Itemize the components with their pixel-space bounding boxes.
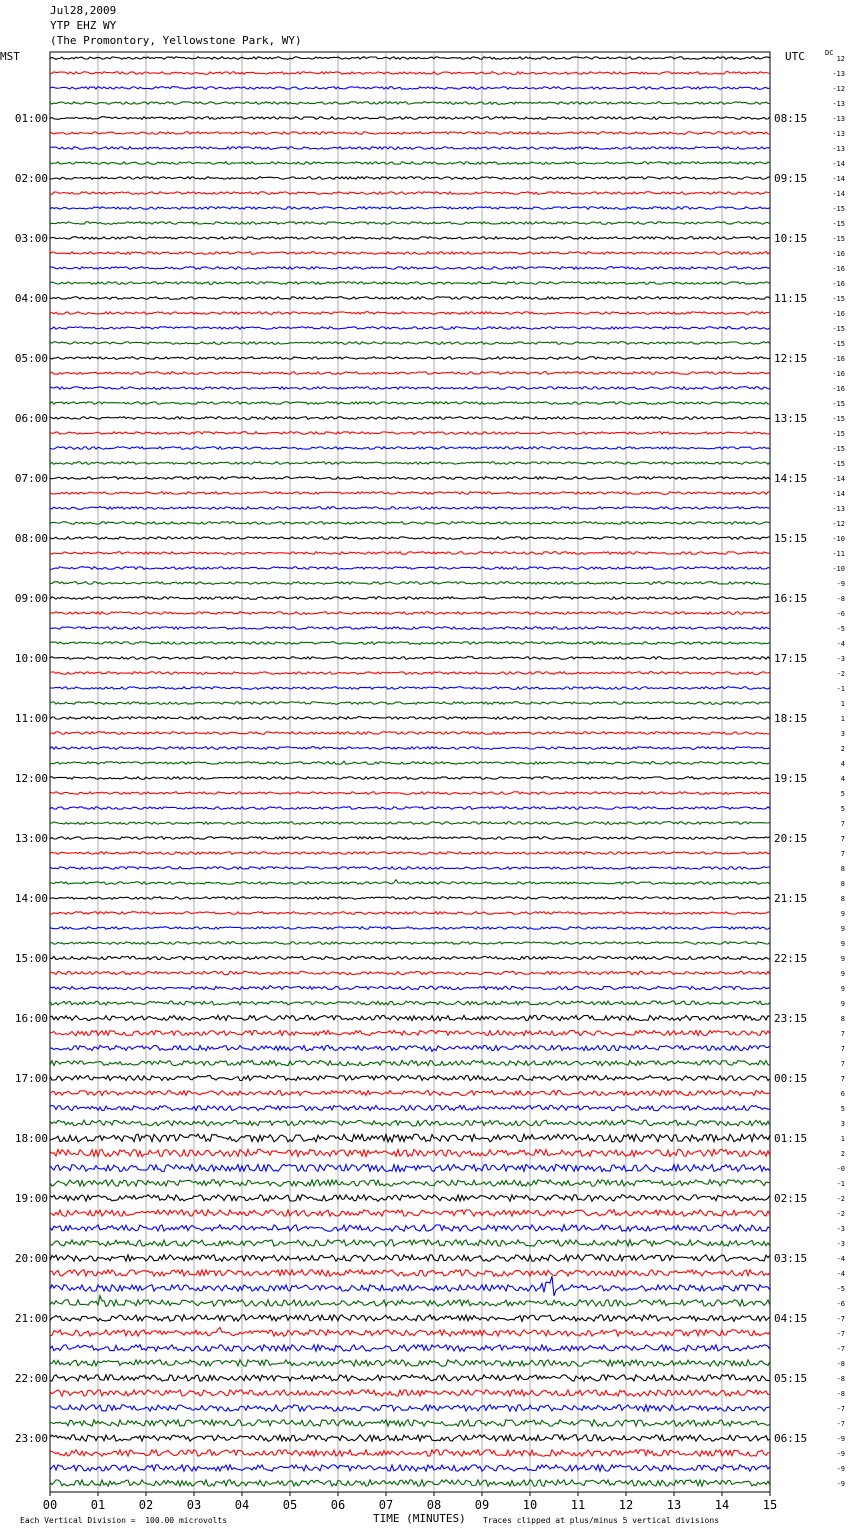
dc-offset: 9 [840,955,845,963]
trace-32 [50,537,770,540]
trace-10 [50,207,770,210]
left-hour-label: 20:00 [14,1252,48,1265]
left-hour-label: 21:00 [14,1312,48,1325]
trace-87 [50,1360,770,1366]
trace-21 [50,372,770,375]
dc-offset: 5 [840,1105,845,1113]
dc-offset: 6 [840,1090,845,1098]
dc-offset: -16 [832,355,845,363]
dc-offset: -13 [832,100,845,108]
right-hour-label: 14:15 [774,472,808,485]
right-hour-label: 11:15 [774,292,808,305]
x-tick-label: 06 [330,1498,346,1512]
trace-47 [50,761,770,764]
right-hour-label: 16:15 [774,592,808,605]
right-hour-label: 00:15 [774,1072,808,1085]
x-tick-label: 11 [570,1498,586,1512]
trace-58 [50,927,770,930]
trace-39 [50,642,770,645]
trace-31 [50,522,770,525]
trace-46 [50,747,770,750]
right-hour-label: 03:15 [774,1252,808,1265]
dc-offset: -3 [836,1225,845,1233]
left-hour-label: 04:00 [14,292,48,305]
trace-9 [50,192,770,195]
right-hour-label: 15:15 [774,532,808,545]
traces [50,57,770,1487]
trace-38 [50,627,770,630]
dc-offset: -9 [836,1465,845,1473]
dc-offset: 9 [840,1000,845,1008]
right-hour-label: 05:15 [774,1372,808,1385]
dc-offset: -7 [836,1330,845,1338]
dc-offset: -2 [836,1210,845,1218]
dc-offset: -9 [836,580,845,588]
dc-offset: -16 [832,265,845,273]
dc-offset: -12 [832,85,845,93]
left-hour-label: 19:00 [14,1192,48,1205]
trace-0 [50,57,770,60]
right-hour-label: 02:15 [774,1192,808,1205]
trace-13 [50,252,770,255]
trace-6 [50,147,770,150]
clip-note: Traces clipped at plus/minus 5 vertical divisions [483,1516,720,1525]
right-hour-label: 09:15 [774,172,808,185]
dc-offset: -15 [832,295,845,303]
trace-59 [50,942,770,945]
x-tick-label: 00 [42,1498,58,1512]
trace-27 [50,462,770,465]
trace-19 [50,342,770,345]
right-hour-label: 10:15 [774,232,808,245]
trace-93 [50,1450,770,1456]
dc-offset: -15 [832,400,845,408]
dc-offset: -13 [832,70,845,78]
dc-offset: -15 [832,445,845,453]
dc-offset: 9 [840,970,845,978]
dc-offset: -8 [836,1375,845,1383]
trace-12 [50,237,770,240]
trace-42 [50,687,770,690]
station-location: (The Promontory, Yellowstone Park, WY) [50,34,302,47]
trace-82 [50,1276,770,1296]
trace-15 [50,282,770,285]
right-hour-label: 21:15 [774,892,808,905]
left-hour-label: 22:00 [14,1372,48,1385]
dc-offset: -15 [832,220,845,228]
dc-offset: 7 [840,1060,845,1068]
trace-36 [50,597,770,600]
trace-77 [50,1210,770,1216]
dc-label: DC [825,49,834,57]
dc-offset: -16 [832,370,845,378]
trace-90 [50,1405,770,1411]
trace-76 [50,1195,770,1201]
right-hour-label: 08:15 [774,112,808,125]
dc-offset: 1 [840,700,845,708]
trace-67 [50,1060,770,1065]
trace-83 [50,1296,770,1307]
dc-offset: 7 [840,1030,845,1038]
trace-65 [50,1030,770,1035]
trace-25 [50,432,770,435]
right-hour-label: 19:15 [774,772,808,785]
trace-52 [50,837,770,840]
dc-offset: 5 [840,790,845,798]
dc-offset: -14 [832,190,845,198]
trace-61 [50,971,770,974]
trace-3 [50,102,770,105]
right-hour-label: 04:15 [774,1312,808,1325]
trace-86 [50,1345,770,1351]
dc-offset: -8 [836,1390,845,1398]
x-tick-label: 10 [522,1498,538,1512]
dc-offset: -15 [832,205,845,213]
trace-45 [50,732,770,735]
dc-offset: -13 [832,130,845,138]
dc-offset: -7 [836,1345,845,1353]
trace-73 [50,1149,770,1156]
dc-offset: -13 [832,505,845,513]
dc-offset: 3 [840,1120,845,1128]
left-hour-label: 05:00 [14,352,48,365]
left-hour-label: 07:00 [14,472,48,485]
trace-57 [50,912,770,915]
dc-offset: -3 [836,655,845,663]
right-hour-label: 13:15 [774,412,808,425]
x-tick-label: 07 [378,1498,394,1512]
left-hour-label: 23:00 [14,1432,48,1445]
dc-offset: -0 [836,1165,845,1173]
left-hour-label: 09:00 [14,592,48,605]
trace-40 [50,656,770,659]
x-tick-label: 08 [426,1498,442,1512]
trace-63 [50,1001,770,1005]
x-tick-label: 03 [186,1498,202,1512]
dc-offset: -15 [832,325,845,333]
left-axis-title: MST [0,50,20,63]
dc-offset: -6 [836,1300,845,1308]
trace-92 [50,1435,770,1441]
dc-offset: -5 [836,1285,845,1293]
dc-offset: -16 [832,385,845,393]
dc-offset: -14 [832,175,845,183]
dc-offset: -4 [836,1255,845,1263]
left-hour-label: 08:00 [14,532,48,545]
trace-26 [50,447,770,450]
trace-66 [50,1045,770,1051]
trace-64 [50,1015,770,1020]
dc-offset: -7 [836,1405,845,1413]
left-hour-label: 10:00 [14,652,48,665]
left-hour-label: 13:00 [14,832,48,845]
x-tick-label: 14 [714,1498,730,1512]
trace-48 [50,777,770,780]
trace-37 [50,612,770,615]
dc-offset: -2 [836,1195,845,1203]
dc-offset: -9 [836,1435,845,1443]
left-hour-label: 18:00 [14,1132,48,1145]
trace-53 [50,852,770,855]
trace-50 [50,807,770,810]
dc-offset: -2 [836,670,845,678]
dc-offset: 5 [840,805,845,813]
dc-offset: -6 [836,610,845,618]
trace-8 [50,177,770,180]
axis-labels [15,55,845,1512]
trace-91 [50,1420,770,1426]
trace-95 [50,1480,770,1486]
trace-75 [50,1180,770,1186]
dc-offset: 8 [840,865,845,873]
trace-35 [50,582,770,585]
right-axis-title: UTC [785,50,805,63]
trace-88 [50,1375,770,1381]
left-hour-label: 16:00 [14,1012,48,1025]
dc-offset: -3 [836,1240,845,1248]
dc-offset: -14 [832,160,845,168]
dc-offset: 8 [840,895,845,903]
dc-offset: -12 [832,520,845,528]
dc-offset: 7 [840,820,845,828]
dc-offset: -13 [832,115,845,123]
trace-72 [50,1134,770,1142]
left-hour-label: 15:00 [14,952,48,965]
dc-offset: -13 [832,145,845,153]
dc-offset: 9 [840,925,845,933]
x-tick-label: 01 [90,1498,106,1512]
dc-offset: 7 [840,850,845,858]
trace-17 [50,312,770,315]
right-hour-label: 23:15 [774,1012,808,1025]
right-hour-label: 17:15 [774,652,808,665]
right-hour-label: 12:15 [774,352,808,365]
dc-offset: -1 [836,1180,845,1188]
right-hour-label: 01:15 [774,1132,808,1145]
dc-offset: 2 [840,1150,845,1158]
right-hour-label: 22:15 [774,952,808,965]
trace-44 [50,717,770,720]
left-hour-label: 03:00 [14,232,48,245]
dc-offset: -5 [836,625,845,633]
dc-offset: 9 [840,985,845,993]
left-hour-label: 06:00 [14,412,48,425]
left-hour-label: 14:00 [14,892,48,905]
dc-offset: 1 [840,715,845,723]
trace-78 [50,1225,770,1231]
trace-84 [50,1315,770,1321]
x-tick-label: 04 [234,1498,250,1512]
trace-23 [50,402,770,405]
x-tick-label: 15 [762,1498,778,1512]
trace-56 [50,897,770,900]
dc-offset: -15 [832,235,845,243]
trace-79 [50,1240,770,1246]
trace-51 [50,822,770,825]
dc-offset: 8 [840,1015,845,1023]
trace-49 [50,792,770,795]
x-tick-label: 12 [618,1498,634,1512]
trace-62 [50,986,770,990]
dc-offset: -10 [832,565,845,573]
right-hour-label: 18:15 [774,712,808,725]
trace-33 [50,552,770,555]
x-tick-label: 02 [138,1498,154,1512]
dc-offset: 7 [840,1075,845,1083]
trace-74 [50,1164,770,1171]
dc-offset: -10 [832,535,845,543]
x-axis-label: TIME (MINUTES) [373,1512,466,1525]
trace-22 [50,387,770,390]
trace-14 [50,267,770,270]
dc-offset: -14 [832,475,845,483]
dc-offset: 2 [840,745,845,753]
trace-81 [50,1270,770,1276]
dc-offset: 4 [840,775,845,783]
chart-date: Jul28,2009 [50,4,117,17]
dc-offset: -7 [836,1315,845,1323]
x-tick-label: 05 [282,1498,298,1512]
left-hour-label: 12:00 [14,772,48,785]
dc-offset: 9 [840,940,845,948]
trace-29 [50,492,770,495]
dc-offset: -4 [836,1270,845,1278]
dc-offset: 12 [836,55,845,63]
dc-offset: -1 [836,685,845,693]
trace-2 [50,87,770,90]
trace-85 [50,1327,770,1336]
dc-offset: -7 [836,1420,845,1428]
trace-1 [50,72,770,75]
trace-30 [50,507,770,510]
scale-note: Each Vertical Division = 100.00 microvolts [20,1516,228,1525]
trace-5 [50,132,770,135]
trace-24 [50,417,770,420]
trace-68 [50,1075,770,1080]
left-hour-label: 02:00 [14,172,48,185]
trace-80 [50,1255,770,1261]
left-hour-label: 17:00 [14,1072,48,1085]
dc-offset: -8 [836,595,845,603]
trace-4 [50,117,770,120]
trace-70 [50,1105,770,1110]
dc-offset: -15 [832,430,845,438]
dc-offset: 3 [840,730,845,738]
station-code: YTP EHZ WY [50,19,117,32]
x-tick-label: 09 [474,1498,490,1512]
dc-offset: -11 [832,550,845,558]
dc-offset: -9 [836,1480,845,1488]
right-hour-label: 06:15 [774,1432,808,1445]
dc-offset: 9 [840,910,845,918]
trace-18 [50,327,770,330]
trace-28 [50,477,770,480]
trace-11 [50,222,770,225]
dc-offset: -14 [832,490,845,498]
trace-89 [50,1390,770,1396]
dc-offset: -15 [832,340,845,348]
trace-20 [50,357,770,360]
dc-offset: 7 [840,1045,845,1053]
dc-offset: 7 [840,835,845,843]
dc-offset: 8 [840,880,845,888]
left-hour-label: 11:00 [14,712,48,725]
dc-offset: -15 [832,415,845,423]
trace-7 [50,162,770,165]
x-tick-label: 13 [666,1498,682,1512]
dc-offset: -9 [836,1450,845,1458]
trace-41 [50,672,770,675]
dc-offset: 1 [840,1135,845,1143]
trace-55 [50,880,770,885]
right-hour-label: 20:15 [774,832,808,845]
trace-43 [50,702,770,705]
dc-offset: -15 [832,460,845,468]
dc-offset: -16 [832,280,845,288]
trace-34 [50,567,770,570]
left-hour-label: 01:00 [14,112,48,125]
trace-54 [50,867,770,870]
trace-60 [50,956,770,959]
dc-offset: -16 [832,310,845,318]
dc-offset: 4 [840,760,845,768]
trace-69 [50,1091,770,1096]
dc-offset: -4 [836,640,845,648]
dc-offset: -8 [836,1360,845,1368]
dc-offset: -16 [832,250,845,258]
trace-94 [50,1465,770,1471]
trace-16 [50,297,770,300]
trace-71 [50,1120,770,1126]
